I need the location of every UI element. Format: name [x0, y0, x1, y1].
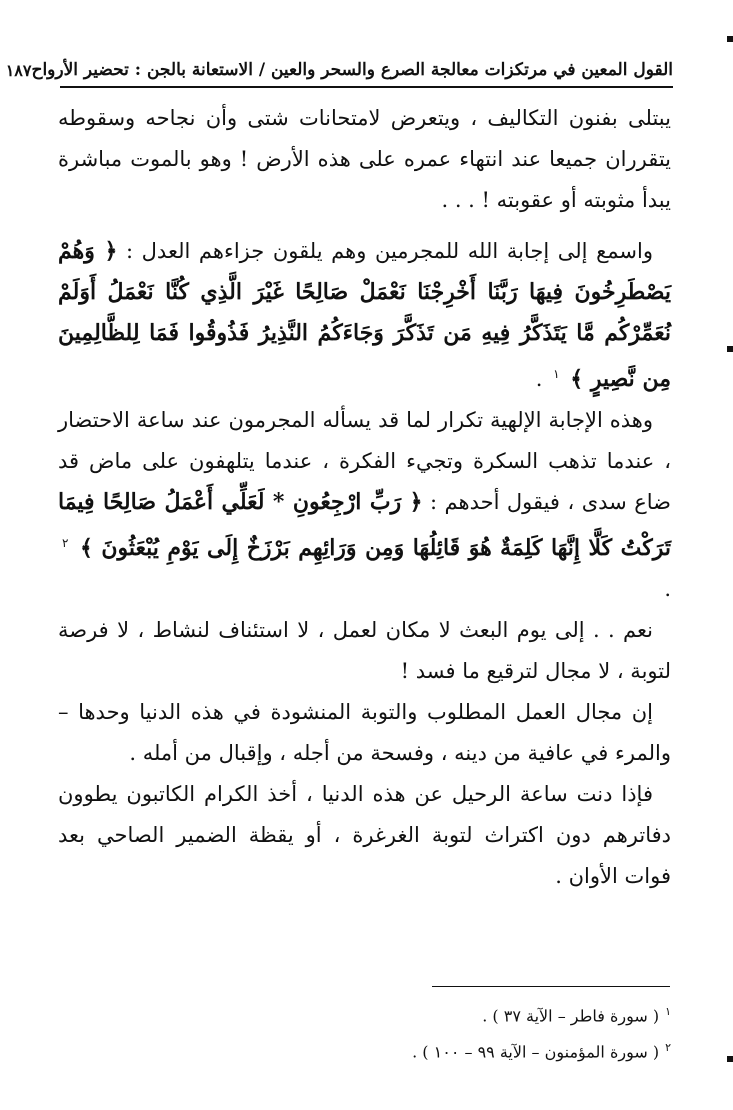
paragraph-1: يبتلى بفنون التكاليف ، ويتعرض لامتحانات شتى وأن نجاحه وسقوطه يتقرران جميعا عند انتهاء عمره على هذه الأرض ! وهو بالموت مباشرة يبدأ مثوبته أو عقوبته ! . . .: [58, 106, 671, 212]
footnote-1: [200, 996, 671, 1032]
paragraph-3-end: .: [664, 577, 671, 601]
scan-edge-mark-top: [727, 36, 733, 42]
header-title: القول المعين في مرتكزات معالجة الصرع والسحر والعين / الاستعانة بالجن : تحضير الأرواح: [31, 60, 673, 80]
paragraph-2-end: .: [535, 367, 543, 391]
footnote-2: [200, 1032, 671, 1068]
paragraph-3-intro: وهذه الإجابة الإلهية تكرار لما قد يسأله المجرمون عند ساعة الاحتضار ، عندما تذهب السكرة وتجيء الفكرة ، عندما يتلهفون على ماض قد ضاع سدى ، فيقول أحدهم :: [58, 408, 671, 514]
paragraph-2-intro: واسمع إلى إجابة الله للمجرمين وهم يلقون جزاءهم العدل :: [125, 239, 653, 263]
quran-verse-1: ﴿ وَهُمْ يَصْطَرِخُونَ فِيهَا رَبَّنَا أَخْرِجْنَا نَعْمَلْ صَالِحًا غَيْرَ الَّذِي كُنَّا نَعْمَلُ أَوَلَمْ نُعَمِّرْكُم مَّا يَتَذَكَّرُ فِيهِ مَن تَذَكَّرَ وَجَاءَكُمُ النَّذِيرُ فَذُوقُوا فَمَا لِلظَّالِمِينَ مِن نَّصِيرٍ ﴾: [58, 238, 671, 392]
paragraph-3: [58, 400, 671, 610]
footnote-2-text: ( سورة المؤمنون – الآية ٩٩ – ١٠٠ ) .: [412, 1042, 660, 1062]
running-header: [5, 40, 673, 88]
footnote-1-text: ( سورة فاطر – الآية ٣٧ ) .: [482, 1006, 660, 1026]
page-number: ١٨٧: [5, 61, 32, 80]
footnote-2-number: ٢: [665, 1041, 671, 1055]
paragraph-4: نعم . . إلى يوم البعث لا مكان لعمل ، لا استئناف لنشاط ، لا فرصة لتوبة ، لا مجال لترقيع ما فسد !: [58, 618, 671, 683]
paragraph-5: إن مجال العمل المطلوب والتوبة المنشودة في هذه الدنيا وحدها – والمرء في عافية من دينه ، وفسحة من أجله ، وإقبال من أمله .: [58, 700, 671, 765]
footnote-1-number: ١: [665, 1005, 671, 1018]
footnotes: [200, 996, 671, 1069]
body-text: [58, 98, 671, 897]
footnote-ref-1: ١: [553, 367, 560, 381]
quran-verse-2: ﴿ رَبِّ ارْجِعُونِ * لَعَلِّي أَعْمَلُ صَالِحًا فِيمَا تَرَكْتُ كَلَّا إِنَّهَا كَلِمَةٌ هُوَ قَائِلُهَا وَمِن وَرَائِهِم بَرْزَخٌ إِلَى يَوْمِ يُبْعَثُونَ ﴾: [58, 489, 671, 561]
scan-edge-mark-bottom: [727, 1056, 733, 1062]
footnote-ref-2: ٢: [62, 536, 69, 550]
paragraph-2: [58, 231, 671, 400]
scan-edge-mark-middle: [727, 346, 733, 352]
paragraph-6: فإذا دنت ساعة الرحيل عن هذه الدنيا ، أخذ الكرام الكاتبون يطوون دفاترهم دون اكتراث لتوبة الغرغرة ، أو يقظة الضمير الصاحي بعد فوات الأوان .: [58, 782, 671, 888]
footnote-divider: [432, 986, 670, 987]
